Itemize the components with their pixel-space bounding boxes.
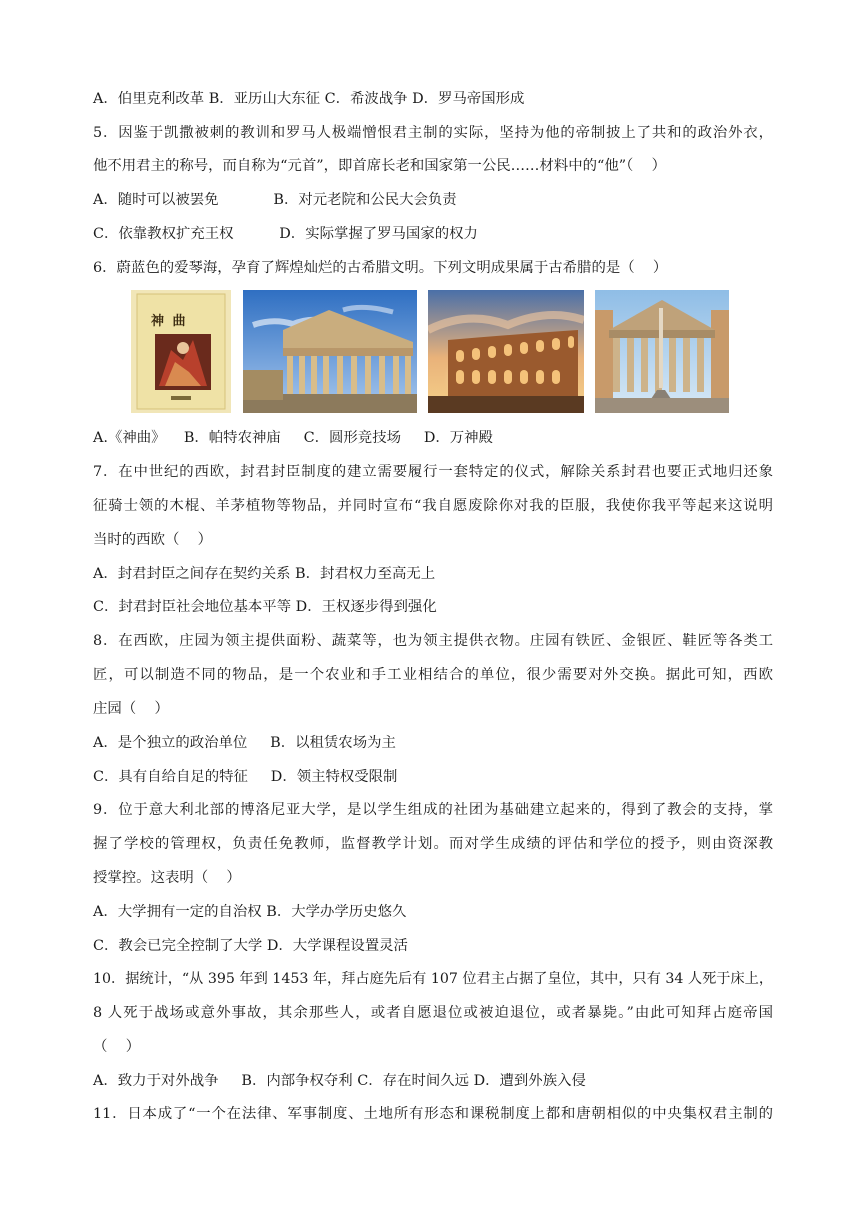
q10-options: A．致力于对外战争 B．内部争权夺利 C．存在时间久远 D．遭到外族入侵 <box>93 1073 586 1089</box>
divine-comedy-cover-image <box>131 290 231 413</box>
q9-stem-line-3: 授掌控。这表明（ ） <box>93 870 241 886</box>
q7-options-ab: A．封君封臣之间存在契约关系 B．封君权力至高无上 <box>93 566 436 582</box>
q6-options: A.《神曲》 B．帕特农神庙 C．圆形竞技场 D．万神殿 <box>93 430 493 446</box>
q9-stem-line-1: 9．位于意大利北部的博洛尼亚大学，是以学生组成的社团为基础建立起来的，得到了教会的支持，掌 <box>93 802 773 818</box>
q7-stem-line-3: 当时的西欧（ ） <box>93 532 213 548</box>
q5-stem-line-2: 他不用君主的称号，而自称为“元首”，即首席长老和国家第一公民……材料中的“他”（ ） <box>93 158 666 174</box>
q10-stem-line-3: （ ） <box>93 1039 141 1055</box>
q8-stem-line-3: 庄园（ ） <box>93 701 169 717</box>
q8-options-cd: C．具有自给自足的特征 D．领主特权受限制 <box>93 769 398 785</box>
q9-options-cd: C．教会已完全控制了大学 D．大学课程设置灵活 <box>93 938 408 954</box>
colosseum-image <box>428 290 584 413</box>
q8-stem-line-1: 8．在西欧，庄园为领主提供面粉、蔬菜等，也为领主提供衣物。庄园有铁匠、金银匠、鞋匠等各类工 <box>93 633 773 649</box>
divine-comedy-cover-title: 神 曲 <box>151 314 188 329</box>
q7-options-cd: C．封君封臣社会地位基本平等 D．王权逐步得到强化 <box>93 599 437 615</box>
q5-options-cd: C．依靠教权扩充王权 D．实际掌握了罗马国家的权力 <box>93 226 478 242</box>
q5-stem-line-1: 5．因鉴于凯撒被刺的教训和罗马人极端憎恨君主制的实际，坚持为他的帝制披上了共和的政治外衣， <box>93 125 773 141</box>
q9-options-ab: A．大学拥有一定的自治权 B．大学办学历史悠久 <box>93 904 407 920</box>
q7-stem-line-1: 7．在中世纪的西欧，封君封臣制度的建立需要履行一套特定的仪式，解除关系封君也要正式地归还象 <box>93 464 773 480</box>
q4-options: A．伯里克利改革 B．亚历山大东征 C．希波战争 D．罗马帝国形成 <box>93 91 525 107</box>
q7-stem-line-2: 征骑士领的木棍、羊茅植物等物品，并同时宣布“我自愿废除你对我的臣服，我使你我平等起来这说明 <box>93 498 773 514</box>
q11-stem-line-1: 11．日本成了“一个在法律、军事制度、土地所有形态和课税制度上都和唐朝相似的中央集权君主制的 <box>93 1106 773 1122</box>
parthenon-image <box>243 290 417 413</box>
pantheon-image <box>595 290 729 413</box>
q8-options-ab: A．是个独立的政治单位 B．以租赁农场为主 <box>93 735 396 751</box>
q6-stem: 6．蔚蓝色的爱琴海，孕育了辉煌灿烂的古希腊文明。下列文明成果属于古希腊的是（ ） <box>93 260 668 276</box>
q8-stem-line-2: 匠，可以制造不同的物品，是一个农业和手工业相结合的单位，很少需要对外交换。据此可知，西欧 <box>93 667 773 683</box>
q5-options-ab: A．随时可以被罢免 B．对元老院和公民大会负责 <box>93 192 457 208</box>
q10-stem-line-2: 8 人死于战场或意外事故，其余那些人，或者自愿退位或被迫退位，或者暴毙。”由此可知拜占庭帝国 <box>93 1005 773 1021</box>
q9-stem-line-2: 握了学校的管理权，负责任免教师，监督教学计划。而对学生成绩的评估和学位的授予，则由资深教 <box>93 836 773 852</box>
q10-stem-line-1: 10．据统计，“从 395 年到 1453 年，拜占庭先后有 107 位君主占据了皇位，其中，只有 34 人死于床上， <box>93 971 773 987</box>
